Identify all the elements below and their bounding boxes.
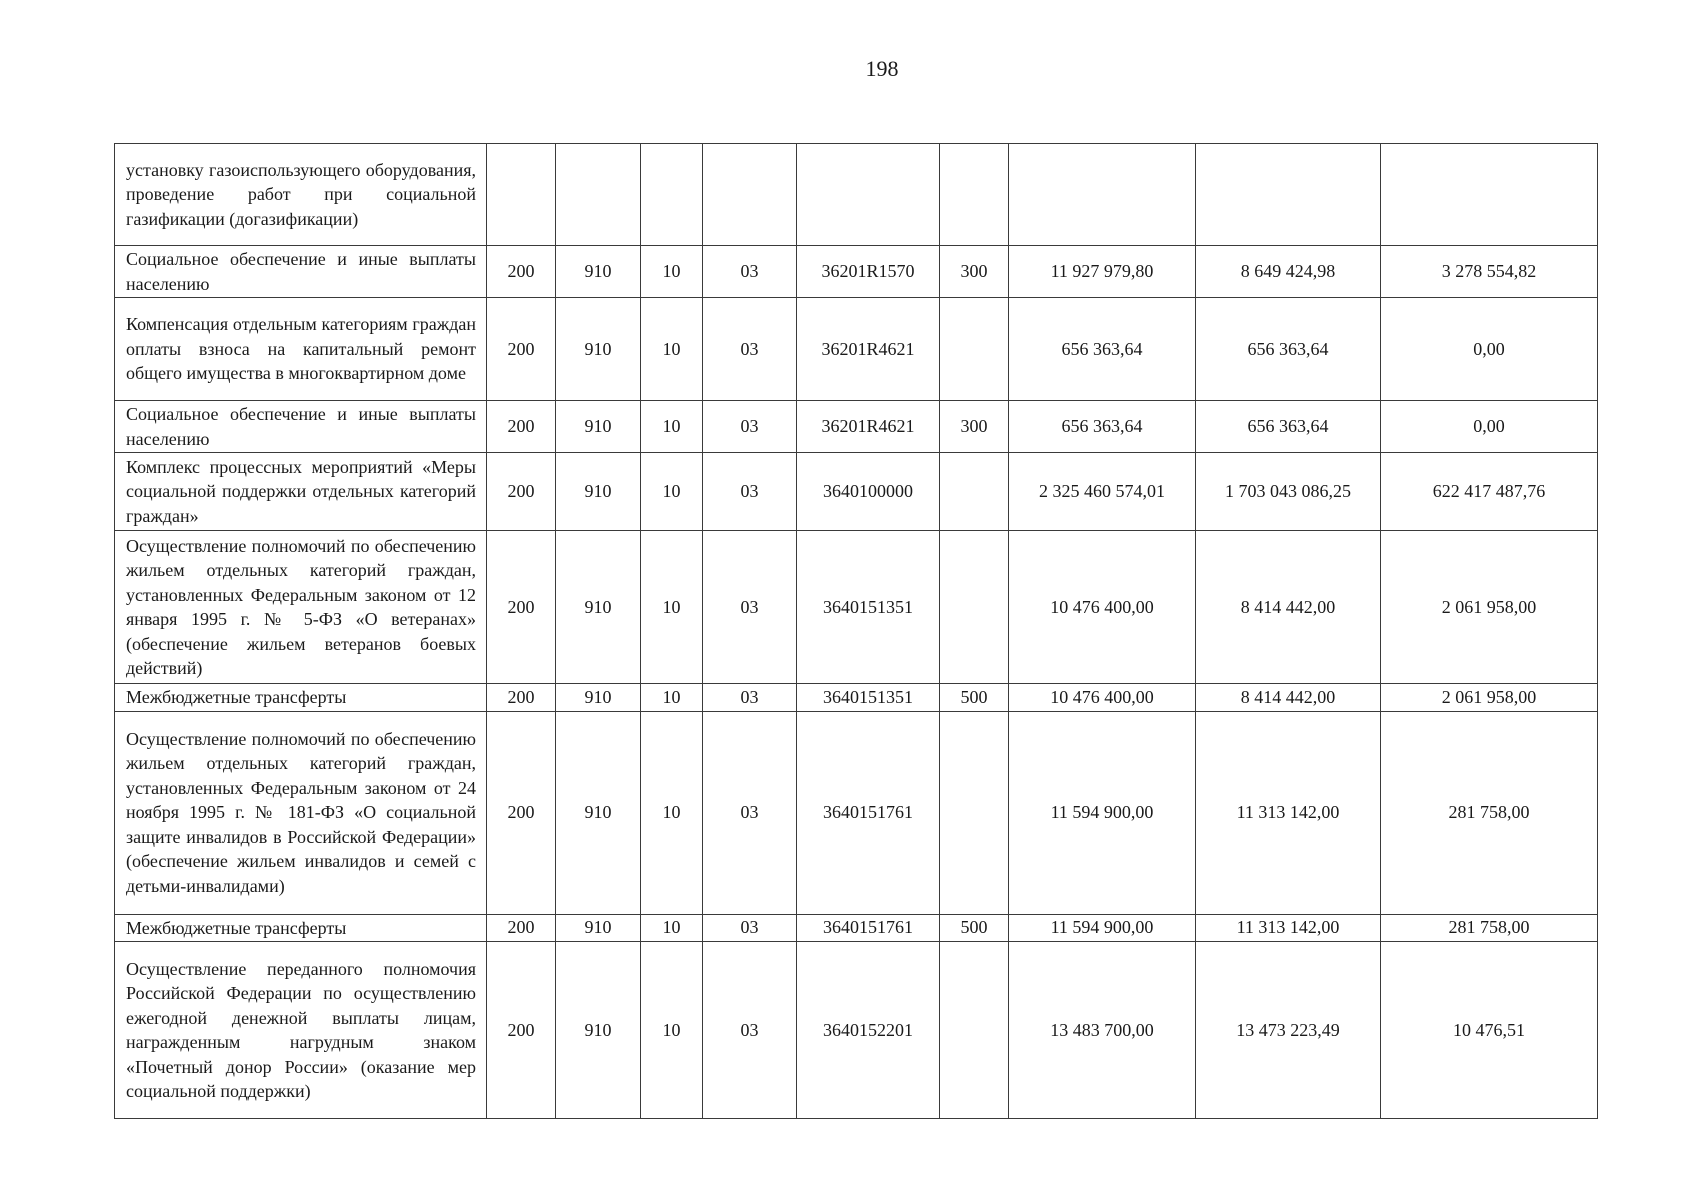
cell-c5: 3640100000 bbox=[797, 453, 940, 531]
cell-c8 bbox=[1196, 144, 1381, 246]
cell-c8: 8 414 442,00 bbox=[1196, 684, 1381, 712]
cell-c4: 03 bbox=[703, 711, 797, 914]
cell-c5 bbox=[797, 144, 940, 246]
cell-c1: 200 bbox=[487, 711, 556, 914]
cell-c6: 300 bbox=[940, 246, 1009, 298]
cell-c2: 910 bbox=[556, 298, 641, 401]
cell-c7: 11 594 900,00 bbox=[1009, 914, 1196, 942]
cell-c9: 2 061 958,00 bbox=[1381, 531, 1598, 684]
cell-c6: 300 bbox=[940, 401, 1009, 453]
table-row bbox=[115, 531, 1598, 684]
table-row bbox=[115, 144, 1598, 246]
cell-c2: 910 bbox=[556, 942, 641, 1119]
cell-c1: 200 bbox=[487, 531, 556, 684]
cell-c2: 910 bbox=[556, 401, 641, 453]
cell-c3: 10 bbox=[641, 914, 703, 942]
cell-c2: 910 bbox=[556, 914, 641, 942]
table-row bbox=[115, 942, 1598, 1119]
cell-c5: 3640151761 bbox=[797, 711, 940, 914]
cell-c3: 10 bbox=[641, 684, 703, 712]
cell-c7: 656 363,64 bbox=[1009, 298, 1196, 401]
cell-c8: 8 649 424,98 bbox=[1196, 246, 1381, 298]
table-row bbox=[115, 684, 1598, 712]
cell-c2: 910 bbox=[556, 531, 641, 684]
cell-c5: 3640152201 bbox=[797, 942, 940, 1119]
table-row bbox=[115, 914, 1598, 942]
row-name: Осуществление полномочий по обеспечению жильем отдельных категорий граждан, установленных Федеральным законом от 12 января 1995 г. № 5-ФЗ «О ветеранах» (обеспечение жильем ветеранов боевых действий) bbox=[115, 531, 487, 684]
cell-c1: 200 bbox=[487, 298, 556, 401]
cell-c1: 200 bbox=[487, 684, 556, 712]
cell-c7: 11 594 900,00 bbox=[1009, 711, 1196, 914]
row-name: Социальное обеспечение и иные выплаты населению bbox=[115, 401, 487, 453]
cell-c7 bbox=[1009, 144, 1196, 246]
cell-c4: 03 bbox=[703, 914, 797, 942]
cell-c5: 36201R1570 bbox=[797, 246, 940, 298]
cell-c4: 03 bbox=[703, 684, 797, 712]
cell-c3: 10 bbox=[641, 401, 703, 453]
table-row bbox=[115, 711, 1598, 914]
table-row bbox=[115, 401, 1598, 453]
cell-c4: 03 bbox=[703, 401, 797, 453]
cell-c6 bbox=[940, 531, 1009, 684]
cell-c1: 200 bbox=[487, 401, 556, 453]
cell-c5: 36201R4621 bbox=[797, 401, 940, 453]
row-name: Осуществление полномочий по обеспечению жильем отдельных категорий граждан, установленных Федеральным законом от 24 ноября 1995 г. № 181-ФЗ «О социальной защите инвалидов в Российской Федерации» (обеспечение жильем инвалидов и семей с детьми-инвалидами) bbox=[115, 711, 487, 914]
cell-c8: 656 363,64 bbox=[1196, 401, 1381, 453]
cell-c5: 36201R4621 bbox=[797, 298, 940, 401]
row-name: Осуществление переданного полномочия Российской Федерации по осуществлению ежегодной денежной выплаты лицам, награжденным нагрудным знаком «Почетный донор России» (оказание мер социальной поддержки) bbox=[115, 942, 487, 1119]
cell-c9: 622 417 487,76 bbox=[1381, 453, 1598, 531]
cell-c7: 10 476 400,00 bbox=[1009, 684, 1196, 712]
cell-c1: 200 bbox=[487, 246, 556, 298]
row-name: Межбюджетные трансферты bbox=[115, 684, 487, 712]
cell-c8: 11 313 142,00 bbox=[1196, 914, 1381, 942]
cell-c2: 910 bbox=[556, 684, 641, 712]
table-row bbox=[115, 298, 1598, 401]
cell-c9: 0,00 bbox=[1381, 401, 1598, 453]
cell-c2: 910 bbox=[556, 711, 641, 914]
cell-c3 bbox=[641, 144, 703, 246]
row-name: Социальное обеспечение и иные выплаты населению bbox=[115, 246, 487, 298]
cell-c8: 656 363,64 bbox=[1196, 298, 1381, 401]
budget-table bbox=[114, 143, 1598, 1119]
cell-c6 bbox=[940, 942, 1009, 1119]
cell-c6 bbox=[940, 298, 1009, 401]
cell-c4: 03 bbox=[703, 453, 797, 531]
cell-c7: 656 363,64 bbox=[1009, 401, 1196, 453]
cell-c4: 03 bbox=[703, 531, 797, 684]
cell-c4 bbox=[703, 144, 797, 246]
cell-c5: 3640151761 bbox=[797, 914, 940, 942]
cell-c6: 500 bbox=[940, 684, 1009, 712]
cell-c9: 281 758,00 bbox=[1381, 711, 1598, 914]
cell-c3: 10 bbox=[641, 298, 703, 401]
cell-c2: 910 bbox=[556, 453, 641, 531]
cell-c7: 10 476 400,00 bbox=[1009, 531, 1196, 684]
cell-c4: 03 bbox=[703, 942, 797, 1119]
cell-c9: 10 476,51 bbox=[1381, 942, 1598, 1119]
cell-c9: 3 278 554,82 bbox=[1381, 246, 1598, 298]
page-number: 198 bbox=[865, 56, 899, 81]
row-name: Компенсация отдельным категориям граждан оплаты взноса на капитальный ремонт общего имущества в многоквартирном доме bbox=[115, 298, 487, 401]
cell-c6 bbox=[940, 453, 1009, 531]
cell-c9 bbox=[1381, 144, 1598, 246]
cell-c9: 2 061 958,00 bbox=[1381, 684, 1598, 712]
cell-c4: 03 bbox=[703, 298, 797, 401]
row-name: Комплекс процессных мероприятий «Меры социальной поддержки отдельных категорий граждан» bbox=[115, 453, 487, 531]
cell-c6 bbox=[940, 144, 1009, 246]
table-row bbox=[115, 246, 1598, 298]
cell-c6: 500 bbox=[940, 914, 1009, 942]
cell-c8: 11 313 142,00 bbox=[1196, 711, 1381, 914]
cell-c9: 0,00 bbox=[1381, 298, 1598, 401]
cell-c1: 200 bbox=[487, 942, 556, 1119]
cell-c7: 13 483 700,00 bbox=[1009, 942, 1196, 1119]
cell-c8: 1 703 043 086,25 bbox=[1196, 453, 1381, 531]
cell-c1: 200 bbox=[487, 914, 556, 942]
cell-c3: 10 bbox=[641, 531, 703, 684]
cell-c5: 3640151351 bbox=[797, 684, 940, 712]
cell-c2: 910 bbox=[556, 246, 641, 298]
cell-c8: 8 414 442,00 bbox=[1196, 531, 1381, 684]
cell-c5: 3640151351 bbox=[797, 531, 940, 684]
cell-c6 bbox=[940, 711, 1009, 914]
cell-c3: 10 bbox=[641, 453, 703, 531]
table-row bbox=[115, 453, 1598, 531]
cell-c1: 200 bbox=[487, 453, 556, 531]
cell-c9: 281 758,00 bbox=[1381, 914, 1598, 942]
cell-c3: 10 bbox=[641, 246, 703, 298]
row-name: Межбюджетные трансферты bbox=[115, 914, 487, 942]
row-name: установку газоиспользующего оборудования, проведение работ при социальной газификации (догазификации) bbox=[115, 144, 487, 246]
cell-c1 bbox=[487, 144, 556, 246]
cell-c7: 11 927 979,80 bbox=[1009, 246, 1196, 298]
cell-c3: 10 bbox=[641, 942, 703, 1119]
cell-c3: 10 bbox=[641, 711, 703, 914]
cell-c8: 13 473 223,49 bbox=[1196, 942, 1381, 1119]
cell-c7: 2 325 460 574,01 bbox=[1009, 453, 1196, 531]
cell-c2 bbox=[556, 144, 641, 246]
cell-c4: 03 bbox=[703, 246, 797, 298]
